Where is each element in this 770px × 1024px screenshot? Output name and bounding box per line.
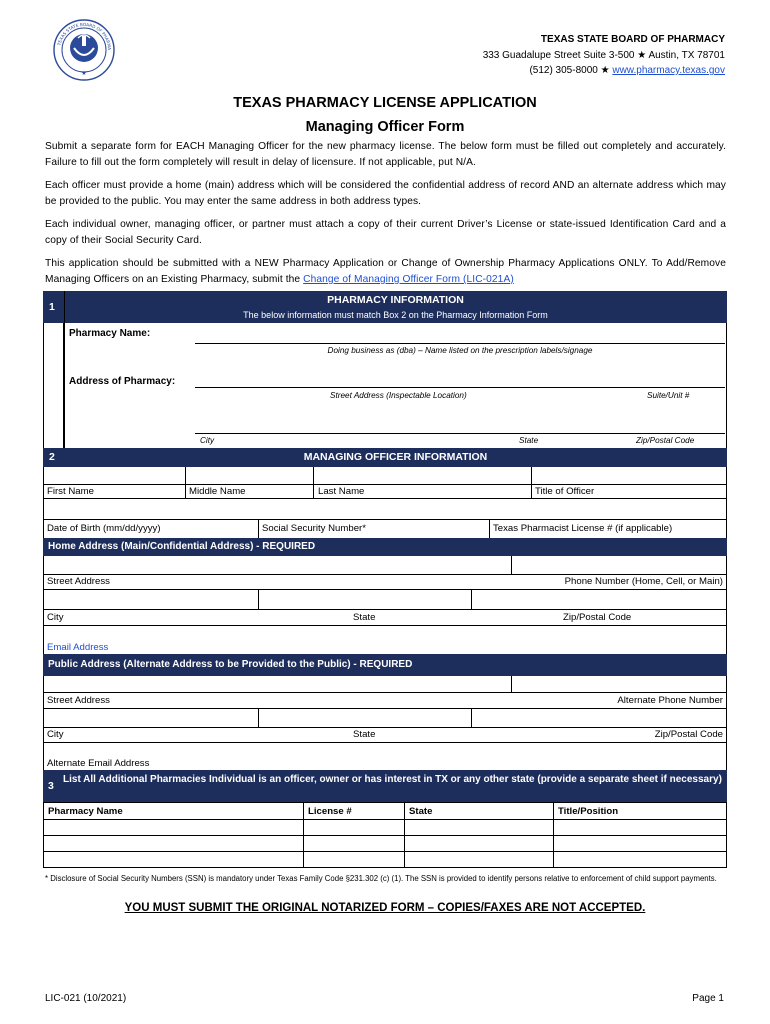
pharmacy-name-field[interactable] bbox=[195, 343, 725, 344]
ssn-label: Social Security Number* bbox=[262, 523, 366, 534]
section-3-title: List All Additional Pharmacies Individual is an officer, owner or has interest in TX or any other state (provide a separate sheet if necessary) bbox=[63, 774, 722, 785]
pharmacy-name-label: Pharmacy Name: bbox=[69, 328, 151, 339]
section-1-subtitle: The below information must match Box 2 on the Pharmacy Information Form bbox=[243, 310, 548, 320]
agency-website-link[interactable]: www.pharmacy.texas.gov bbox=[612, 65, 725, 76]
pharmacy-street-hint: Street Address (Inspectable Location) bbox=[330, 391, 467, 400]
home-city-field[interactable] bbox=[44, 590, 257, 608]
agency-name: TEXAS STATE BOARD OF PHARMACY bbox=[540, 34, 725, 45]
section-1-number: 1 bbox=[49, 301, 55, 313]
divider bbox=[258, 519, 259, 538]
agency-city: Austin, TX 78701 bbox=[648, 49, 725, 61]
intro-paragraph-2: Each officer must provide a home (main) address which will be considered the confidential address of record AND an alternate address which may be provided to the public. You may enter the same address in both address types. bbox=[45, 180, 726, 207]
public-city-field[interactable] bbox=[44, 709, 257, 726]
home-state-field[interactable] bbox=[259, 590, 470, 608]
intro-paragraph-1: Submit a separate form for EACH Managing Officer for the new pharmacy license. The below form must be filled out completely and accurately. Failure to fill out the form completely will result in delay of licensure. If not applicable, put N/A. bbox=[45, 141, 726, 168]
col-pharmacy-name: Pharmacy Name bbox=[48, 806, 123, 817]
col-license-number: License # bbox=[308, 806, 352, 817]
table-row[interactable] bbox=[44, 820, 726, 835]
intro-paragraph-4 bbox=[45, 256, 726, 288]
board-seal-logo bbox=[52, 18, 116, 82]
public-city-label: City bbox=[47, 729, 64, 740]
col-title-position: Title/Position bbox=[558, 806, 619, 817]
seal-text: TEXAS STATE BOARD OF PHARMA bbox=[56, 21, 113, 51]
col-state: State bbox=[409, 806, 433, 817]
agency-phone: (512) 305-8000 bbox=[529, 65, 598, 76]
section-1-number-rail bbox=[43, 323, 64, 449]
alt-email-label: Alternate Email Address bbox=[47, 758, 150, 769]
pharmacist-license-label: Texas Pharmacist License # (if applicable) bbox=[493, 523, 673, 534]
alt-email-field[interactable] bbox=[44, 743, 726, 757]
home-email-label: Email Address bbox=[47, 642, 109, 653]
agency-contact-block bbox=[483, 32, 725, 79]
form-subtitle: Managing Officer Form bbox=[305, 119, 465, 135]
intro-paragraph-4-text: This application should be submitted with a NEW Pharmacy Application or Change of Ownership Pharmacy Applications ONLY. To Add/Remove Managing Officers on an Existing Pharmacy, submit the bbox=[45, 258, 726, 285]
section-3-number: 3 bbox=[48, 780, 54, 792]
pharmacy-address-label: Address of Pharmacy: bbox=[69, 376, 176, 387]
home-email-field[interactable] bbox=[44, 626, 726, 640]
divider bbox=[43, 498, 727, 499]
public-phone-field[interactable] bbox=[512, 677, 726, 691]
home-address-title: Home Address (Main/Confidential Address) - REQUIRED bbox=[48, 541, 316, 552]
ssn-disclosure-note: * Disclosure of Social Security Numbers (SSN) is mandatory under Texas Family Code §231.302 (c) (1). The SSN is provided to identify persons relative to enforcement of child support payments. bbox=[45, 874, 717, 883]
intro-paragraph-3: Each individual owner, managing officer, or partner must attach a copy of their current Driver’s License or state-issued Identification Card and a copy of their Social Security Card. bbox=[45, 219, 726, 246]
home-zip-label: Zip/Postal Code bbox=[563, 612, 632, 623]
svg-text:★: ★ bbox=[81, 70, 87, 77]
middle-name-field[interactable] bbox=[186, 468, 312, 484]
page-number: Page 1 bbox=[692, 993, 724, 1004]
pharmacy-street-field[interactable] bbox=[195, 387, 725, 388]
officer-title-field[interactable] bbox=[532, 468, 726, 484]
section-2-number: 2 bbox=[49, 451, 55, 463]
public-street-field[interactable] bbox=[44, 677, 510, 691]
divider bbox=[43, 692, 727, 693]
agency-address-line bbox=[483, 48, 725, 64]
table-row[interactable] bbox=[44, 836, 726, 851]
divider bbox=[43, 484, 727, 485]
dob-ssn-license-field[interactable] bbox=[44, 500, 726, 518]
section-2-title: MANAGING OFFICER INFORMATION bbox=[303, 451, 488, 463]
public-zip-label: Zip/Postal Code bbox=[654, 729, 723, 740]
notarized-form-warning: YOU MUST SUBMIT THE ORIGINAL NOTARIZED FORM – COPIES/FAXES ARE NOT ACCEPTED. bbox=[124, 902, 646, 914]
public-phone-label: Alternate Phone Number bbox=[617, 695, 723, 706]
public-street-label: Street Address bbox=[47, 695, 110, 706]
star-separator-icon: ★ bbox=[637, 49, 647, 61]
home-state-label: State bbox=[353, 612, 376, 623]
pharmacy-state-hint: State bbox=[519, 436, 539, 445]
last-name-field[interactable] bbox=[314, 468, 530, 484]
public-zip-field[interactable] bbox=[472, 709, 726, 726]
change-officer-form-link[interactable]: Change of Managing Officer Form (LIC-021A) bbox=[303, 274, 514, 285]
pharmacy-zip-hint: Zip/Postal Code bbox=[636, 436, 695, 445]
home-city-label: City bbox=[47, 612, 64, 623]
first-name-field[interactable] bbox=[44, 468, 184, 484]
officer-title-label: Title of Officer bbox=[535, 486, 595, 497]
agency-street: 333 Guadalupe Street Suite 3-500 bbox=[482, 49, 635, 61]
pharmacy-name-hint: Doing business as (dba) – Name listed on the prescription labels/signage bbox=[327, 346, 593, 355]
section-1-title: PHARMACY INFORMATION bbox=[327, 294, 464, 306]
divider bbox=[43, 727, 727, 728]
pharmacy-city-hint: City bbox=[200, 436, 215, 445]
public-address-title: Public Address (Alternate Address to be Provided to the Public) - REQUIRED bbox=[48, 659, 413, 670]
divider bbox=[43, 519, 727, 520]
last-name-label: Last Name bbox=[318, 486, 365, 497]
table-row[interactable] bbox=[44, 852, 726, 867]
home-street-field[interactable] bbox=[44, 557, 510, 573]
pharmacy-suite-hint: Suite/Unit # bbox=[647, 391, 690, 400]
divider bbox=[43, 574, 727, 575]
public-state-field[interactable] bbox=[259, 709, 470, 726]
divider bbox=[489, 519, 490, 538]
form-identifier: LIC-021 (10/2021) bbox=[45, 993, 127, 1004]
first-name-label: First Name bbox=[47, 486, 94, 497]
agency-phone-line bbox=[483, 63, 725, 79]
pharmacy-city-state-zip-field[interactable] bbox=[195, 433, 725, 434]
divider bbox=[43, 609, 727, 610]
form-title: TEXAS PHARMACY LICENSE APPLICATION bbox=[233, 95, 537, 111]
dob-label: Date of Birth (mm/dd/yyyy) bbox=[47, 523, 161, 534]
home-phone-label: Phone Number (Home, Cell, or Main) bbox=[564, 576, 723, 587]
home-street-label: Street Address bbox=[47, 576, 110, 587]
star-separator-icon: ★ bbox=[600, 65, 610, 76]
home-zip-field[interactable] bbox=[472, 590, 726, 608]
middle-name-label: Middle Name bbox=[189, 486, 246, 497]
home-phone-field[interactable] bbox=[512, 557, 726, 573]
public-state-label: State bbox=[353, 729, 376, 740]
